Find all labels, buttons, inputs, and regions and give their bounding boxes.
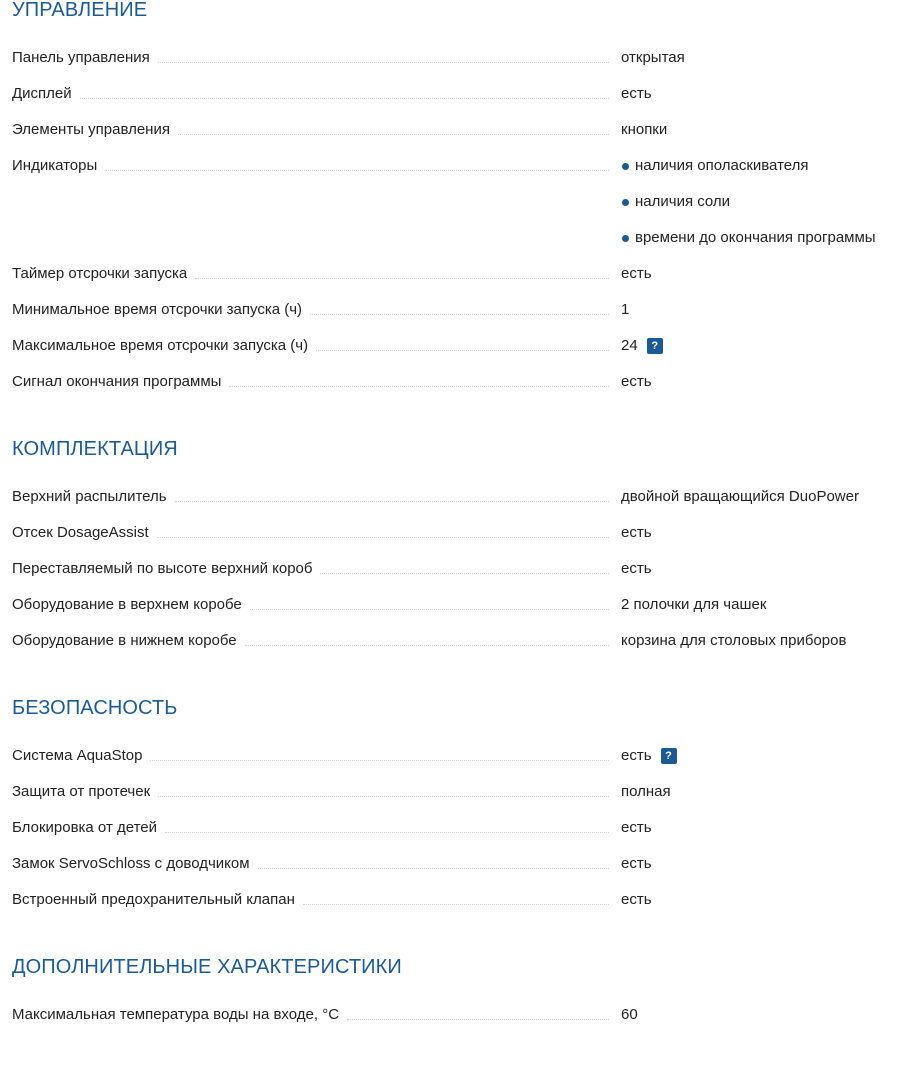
dotted-leader [157, 524, 609, 538]
spec-value-text: есть [621, 560, 652, 577]
spec-label-column [12, 373, 621, 409]
spec-label-column [12, 632, 621, 668]
spec-value-text: есть [621, 819, 652, 836]
spec-value [621, 783, 671, 801]
dotted-leader [20, 229, 609, 242]
dotted-leader [178, 121, 609, 135]
spec-label: Верхний распылитель [12, 488, 175, 506]
spec-row [12, 301, 911, 337]
spec-value-text: 1 [621, 301, 630, 318]
dotted-leader [158, 783, 609, 797]
spec-row [12, 193, 911, 229]
spec-value [621, 747, 677, 765]
dotted-leader [195, 265, 609, 279]
spec-row [12, 632, 911, 668]
spec-label-column [12, 265, 621, 301]
spec-label-column [12, 596, 621, 632]
spec-section [12, 698, 911, 927]
spec-label: Таймер отсрочки запуска [12, 265, 195, 283]
dotted-leader [310, 301, 609, 315]
spec-label-column [12, 783, 621, 819]
spec-label: Блокировка от детей [12, 819, 165, 837]
spec-row [12, 891, 911, 927]
spec-value-text: 60 [621, 1006, 638, 1023]
spec-value [621, 524, 652, 542]
spec-label: Оборудование в верхнем коробе [12, 596, 250, 614]
spec-label: Сигнал окончания программы [12, 373, 229, 391]
spec-rows [12, 747, 911, 927]
spec-row [12, 373, 911, 409]
spec-row [12, 747, 911, 783]
spec-label: Переставляемый по высоте верхний короб [12, 560, 320, 578]
spec-value [621, 632, 846, 650]
spec-value [621, 560, 652, 578]
spec-value-text: 24 [621, 337, 638, 354]
spec-value [621, 1006, 638, 1024]
spec-value-text: есть [621, 891, 652, 908]
spec-label: Максимальная температура воды на входе, °C [12, 1006, 347, 1024]
dotted-leader [250, 596, 609, 610]
dotted-leader [347, 1006, 609, 1020]
section-title: ДОПОЛНИТЕЛЬНЫЕ ХАРАКТЕРИСТИКИ [12, 956, 402, 978]
spec-section [12, 439, 911, 668]
spec-label-column [12, 193, 621, 229]
dotted-leader [80, 85, 609, 99]
dotted-leader [158, 49, 609, 63]
spec-label: Встроенный предохранительный клапан [12, 891, 303, 909]
spec-label-column [12, 229, 621, 265]
spec-row [12, 488, 911, 524]
dotted-leader [316, 337, 609, 351]
spec-label-column [12, 524, 621, 560]
spec-label-column [12, 891, 621, 927]
spec-value-text: полная [621, 783, 671, 800]
spec-label-column [12, 337, 621, 373]
dotted-leader [20, 193, 609, 206]
spec-value [621, 488, 859, 506]
spec-label: Система AquaStop [12, 747, 150, 765]
help-question-icon[interactable]: ? [661, 748, 677, 764]
spec-label: Дисплей [12, 85, 80, 103]
section-title: БЕЗОПАСНОСТЬ [12, 697, 178, 719]
spec-label: Панель управления [12, 49, 158, 67]
spec-value-text: времени до окончания программы [635, 229, 876, 246]
spec-value-text: есть [621, 373, 652, 390]
dotted-leader [245, 632, 609, 646]
spec-section [12, 957, 911, 1042]
spec-value [621, 229, 876, 247]
spec-value [621, 121, 667, 139]
help-question-icon[interactable]: ? [647, 338, 663, 354]
spec-value-text: есть [621, 747, 652, 764]
spec-label-column [12, 301, 621, 337]
spec-value [621, 855, 652, 873]
spec-value [621, 85, 652, 103]
bullet-dot-icon [622, 163, 629, 170]
spec-row [12, 524, 911, 560]
spec-row [12, 819, 911, 855]
spec-row [12, 157, 911, 193]
spec-value-text: открытая [621, 49, 685, 66]
spec-label: Отсек DosageAssist [12, 524, 157, 542]
spec-row [12, 560, 911, 596]
section-title: КОМПЛЕКТАЦИЯ [12, 438, 178, 460]
spec-value-text: наличия ополаскивателя [635, 157, 809, 174]
spec-value-text: наличия соли [635, 193, 731, 210]
spec-value [621, 373, 652, 391]
spec-label-column [12, 819, 621, 855]
spec-label: Защита от протечек [12, 783, 158, 801]
spec-row [12, 855, 911, 891]
spec-value-text: двойной вращающийся DuoPower [621, 488, 859, 505]
spec-rows [12, 49, 911, 409]
spec-row [12, 1006, 911, 1042]
spec-label: Замок ServoSchloss с доводчиком [12, 855, 258, 873]
spec-section [12, 0, 911, 409]
dotted-leader [320, 560, 609, 574]
spec-value-text: есть [621, 524, 652, 541]
spec-value [621, 265, 652, 283]
specifications-list [12, 0, 911, 1072]
spec-value [621, 819, 652, 837]
spec-label: Оборудование в нижнем коробе [12, 632, 245, 650]
spec-value-text: есть [621, 855, 652, 872]
dotted-leader [258, 855, 609, 869]
spec-row [12, 85, 911, 121]
spec-value [621, 891, 652, 909]
spec-label: Индикаторы [12, 157, 105, 175]
spec-label: Элементы управления [12, 121, 178, 139]
spec-value-text: кнопки [621, 121, 668, 138]
spec-value [621, 157, 809, 175]
spec-label: Минимальное время отсрочки запуска (ч) [12, 301, 310, 319]
spec-row [12, 265, 911, 301]
spec-label-column [12, 85, 621, 121]
spec-rows [12, 1006, 911, 1042]
spec-label-column [12, 1006, 621, 1042]
spec-label-column [12, 157, 621, 193]
spec-row [12, 229, 911, 265]
spec-label: Максимальное время отсрочки запуска (ч) [12, 337, 316, 355]
dotted-leader [150, 747, 609, 761]
dotted-leader [175, 488, 609, 502]
spec-value [621, 301, 629, 319]
section-title: УПРАВЛЕНИЕ [12, 0, 148, 21]
spec-value [621, 193, 730, 211]
dotted-leader [105, 157, 609, 171]
spec-rows [12, 488, 911, 668]
spec-label-column [12, 855, 621, 891]
dotted-leader [165, 819, 609, 833]
spec-value-text: есть [621, 85, 652, 102]
spec-label-column [12, 560, 621, 596]
spec-value [621, 596, 766, 614]
spec-row [12, 337, 911, 373]
spec-value [621, 49, 685, 67]
spec-value-text: есть [621, 265, 652, 282]
spec-row [12, 596, 911, 632]
spec-value-text: 2 полочки для чашек [621, 596, 767, 613]
spec-label-column [12, 49, 621, 85]
spec-row [12, 121, 911, 157]
spec-label-column [12, 488, 621, 524]
spec-value [621, 337, 663, 355]
bullet-dot-icon [622, 235, 629, 242]
spec-label-column [12, 121, 621, 157]
bullet-dot-icon [622, 199, 629, 206]
dotted-leader [229, 373, 609, 387]
spec-label-column [12, 747, 621, 783]
spec-row [12, 49, 911, 85]
spec-value-text: корзина для столовых приборов [621, 632, 847, 649]
spec-row [12, 783, 911, 819]
dotted-leader [303, 891, 609, 905]
